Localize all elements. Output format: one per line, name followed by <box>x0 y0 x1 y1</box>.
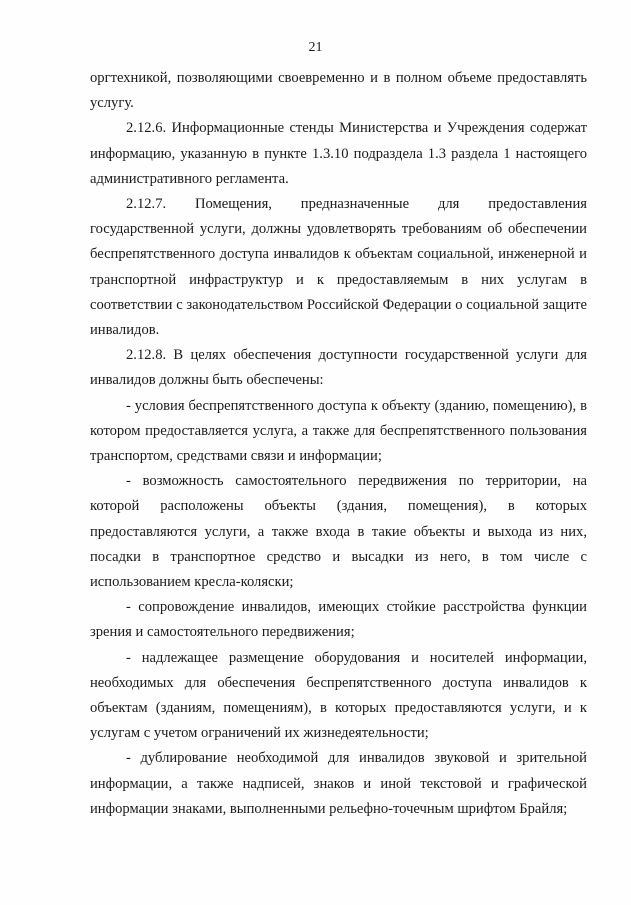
paragraph-continuation: оргтехникой, позволяющими своевременно и в полном объеме предоставлять услугу. <box>90 70 587 112</box>
list-item-independent-movement: - возможность самостоятельного передвижения по территории, на которой расположены объекты (здания, помещения), в которых предоставляются услуги, а также входа в такие объекты и выхода из них, посадки в транспортное средство и высадки из него, в том числе с использованием кресла-коляски; <box>90 473 587 591</box>
paragraph-2-12-6: 2.12.6. Информационные стенды Министерства и Учреждения содержат информацию, указанную в пункте 1.3.10 подраздела 1.3 раздела 1 настоящего административного регламента. <box>90 120 587 187</box>
page-number: 21 <box>308 40 323 55</box>
list-item-braille-duplication: - дублирование необходимой для инвалидов звуковой и зрительной информации, а также надписей, знаков и иной текстовой и графической информации знаками, выполненными рельефно-точечным шрифтом Брайля; <box>90 750 587 817</box>
list-item-escort: - сопровождение инвалидов, имеющих стойкие расстройства функции зрения и самостоятельного передвижения; <box>90 599 587 641</box>
list-item-equipment-placement: - надлежащее размещение оборудования и носителей информации, необходимых для обеспечения беспрепятственного доступа инвалидов к объектам (зданиям, помещениям), в которых предоставляются услуги, и к услугам с учетом ограничений их жизнедеятельности; <box>90 649 587 742</box>
paragraph-2-12-7: 2.12.7. Помещения, предназначенные для предоставления государственной услуги, должны удовлетворять требованиям об обеспечении беспрепятственного доступа инвалидов к объектам социальной, инженерной и транспортной инфраструктур и к предоставляемым в них услугам в соответствии с законодательством Российской Федерации о социальной защите инвалидов. <box>90 196 587 339</box>
paragraph-2-12-8: 2.12.8. В целях обеспечения доступности государственной услуги для инвалидов должны быть обеспечены: <box>90 347 587 389</box>
list-item-access-conditions: - условия беспрепятственного доступа к объекту (зданию, помещению), в котором предоставляется услуга, а также для беспрепятственного пользования транспортом, средствами связи и информации; <box>90 397 587 465</box>
document-body <box>90 66 587 822</box>
